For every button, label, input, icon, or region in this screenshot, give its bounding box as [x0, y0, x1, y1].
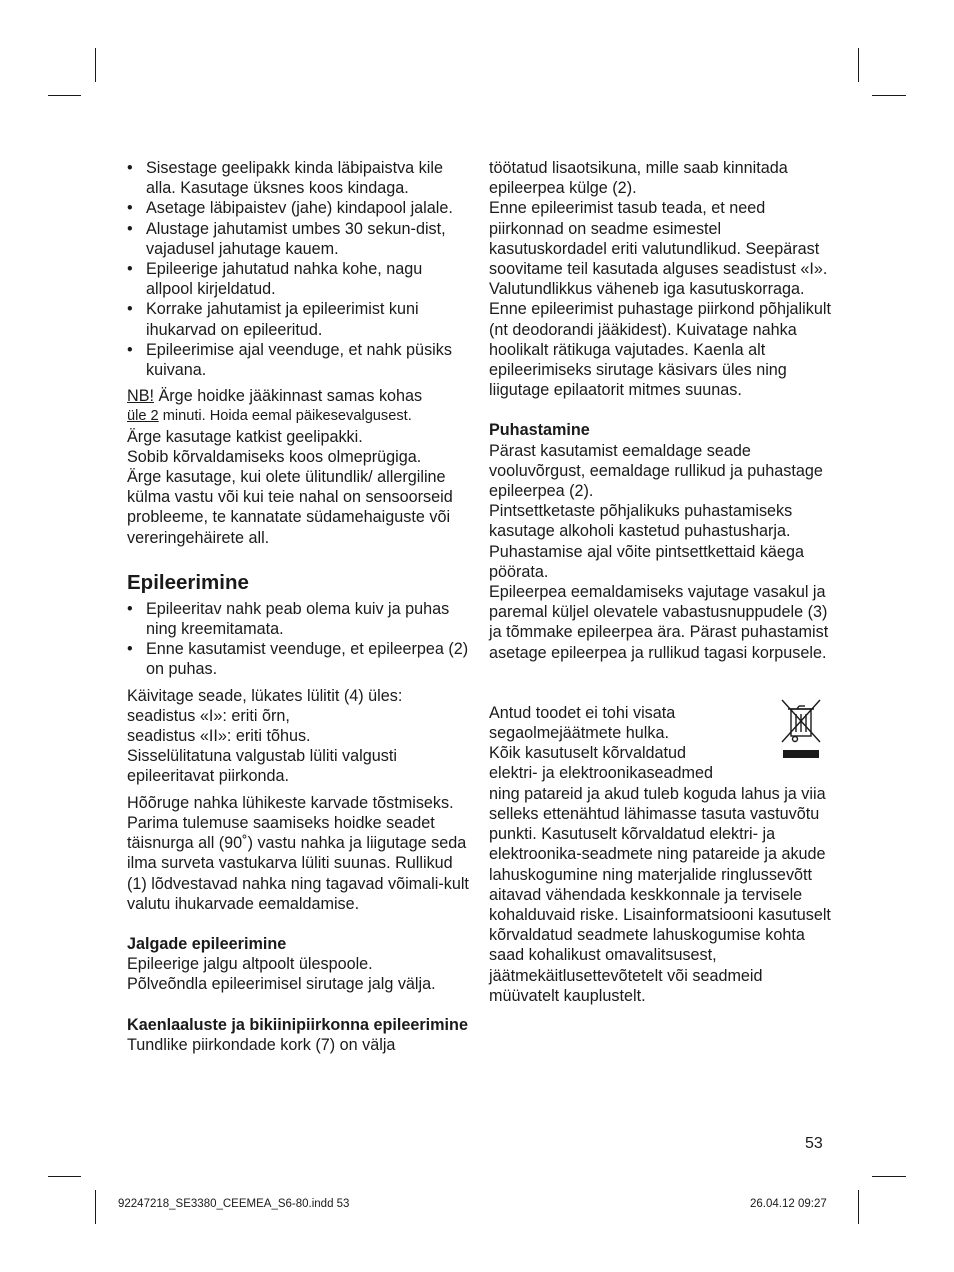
crossed-out-wheelie-bin-icon — [779, 697, 823, 761]
disposal-text: ning patareid ja akud tuleb koguda lahus ja viia selleks ettenähtud lähimasse tasuta vastuvõtu punkti. Kasutuselt kõrvaldatud elektri- ja elektroonika-seadmete ning patareide ja akude lahuskogumine ning materjalide ringlussevõtt aitavad vähendada keskkonnale ja tervisele kohalduvaid riske. Lisainformatsiooni kasutuselt kõrvaldatud seadmete lahuskogumise kohta saad kohalikust omavalitsusest, jäätmekäitlusettevõtetelt või seadmeid müüvatelt kauplustelt. — [489, 784, 831, 1005]
crop-mark — [95, 1190, 96, 1224]
nb-warning-line2: üle 2 minuti. Hoida eemal päikesevalgusest. — [127, 408, 412, 425]
paragraph: Pärast kasutamist eemaldage seade vooluvõrgust, eemaldage rullikud ja puhastage epileerpea (2). — [489, 441, 823, 501]
subheading-legs: Jalgade epileerimine — [127, 934, 287, 953]
crop-mark — [48, 95, 81, 96]
list-item: • Sisestage geelipakk kinda läbipaistva kile alla. Kasutage üksnes koos kindaga. — [127, 158, 472, 198]
subheading-armpit: Kaenlaaluste ja bikiinipiirkonna epileerimine — [127, 1015, 468, 1034]
disposal-text-line: segaolmejäätmete hulka. — [489, 724, 669, 743]
list-item: • Korrake jahutamist ja epileerimist kuni ihukarvad on epileeritud. — [127, 299, 472, 339]
list-item: • Epileerige jahutatud nahka kohe, nagu allpool kirjeldatud. — [127, 259, 472, 299]
crop-mark — [858, 1190, 859, 1224]
list-item: • Epileerimise ajal veenduge, et nahk püsiks kuivana. — [127, 340, 472, 380]
paragraph: Tundlike piirkondade kork (7) on välja — [127, 1035, 396, 1054]
warning-text: Ärge kasutage katkist geelipakki. — [127, 427, 363, 446]
disposal-text-line: Kõik kasutuselt kõrvaldatud — [489, 744, 687, 763]
paragraph: Enne epileerimist puhastage piirkond põhjalikult (nt deodorandi jääkidest). Kuivatage nahka hoolikalt rätikuga vajutades. Kaenla alt epileerimiseks sirutage käsivars üles ning liigutage epilaatorit mitmes suunas. — [489, 300, 831, 400]
crop-mark — [95, 48, 96, 82]
paragraph: seadistus «I»: eriti õrn, — [127, 706, 290, 725]
disposal-text-line: Antud toodet ei tohi visata — [489, 703, 676, 722]
right-column — [489, 158, 834, 1006]
paragraph: töötatud lisaotsikuna, mille saab kinnitada epileerpea külge (2). — [489, 159, 788, 198]
crop-mark — [48, 1176, 81, 1177]
warning-text: Ärge kasutage, kui olete ülitundlik/ allergiline külma vastu või kui teie nahal on sensoorseid probleeme, te kannatate südamehaiguste või vereringehäirete all. — [127, 468, 453, 547]
list-item: • Asetage läbipaistev (jahe) kindapool jalale. — [127, 198, 472, 218]
paragraph: Hõõruge nahka lühikeste karvade tõstmiseks. Parima tulemuse saamiseks hoidke seadet täisnurga all (90˚) vastu nahka ja liigutage seda ilma surveta vastukarva lüliti suunas. Rullikud (1) lõdvestavad nahka ning tagavad võimali-kult valutu ihukarvade eemaldamise. — [127, 793, 469, 913]
paragraph: Sisselülitatuna valgustab lüliti valgusti epileeritavat piirkonda. — [127, 747, 397, 786]
page-number: 53 — [805, 1135, 823, 1152]
crop-mark — [858, 48, 859, 82]
paragraph: Epileerige jalgu altpoolt ülespoole. — [127, 955, 373, 974]
left-column — [127, 158, 472, 1055]
crop-mark — [872, 95, 906, 96]
paragraph: Põlveõndla epileerimisel sirutage jalg välja. — [127, 975, 436, 994]
paragraph: seadistus «II»: eriti tõhus. — [127, 727, 311, 746]
paragraph: Epileerpea eemaldamiseks vajutage vasakul ja paremal küljel olevatele vabastusnuppudele (3) ja tõmmake epileerpea ära. Pärast puhastamist asetage epileerpea ja rullikud tagasi korpusele. — [489, 583, 829, 662]
disposal-text-line: elektri- ja elektroonikaseadmed — [489, 764, 714, 783]
list-item: • Alustage jahutamist umbes 30 sekun-dist, vajadusel jahutage kauem. — [127, 219, 472, 259]
warning-text: Sobib kõrvaldamiseks koos olmeprügiga. — [127, 447, 422, 466]
crop-mark — [872, 1176, 906, 1177]
paragraph: Pintsettketaste põhjalikuks puhastamiseks kasutage alkoholi kastetud puhastusharja. Puhastamise ajal võite pintsettkettaid käega pöörata. — [489, 502, 804, 581]
subheading-cleaning: Puhastamine — [489, 421, 590, 440]
epilation-prereq-list — [127, 599, 472, 680]
list-item: • Epileeritav nahk peab olema kuiv ja puhas ning kreemitamata. — [127, 599, 472, 639]
footer-datetime: 26.04.12 09:27 — [750, 1198, 827, 1210]
nb-warning: NB! Ärge hoidke jääkinnast samas kohas — [127, 387, 423, 406]
section-title: Epileerimine — [127, 570, 249, 594]
nb-label: NB! — [127, 387, 154, 406]
list-item: • Enne kasutamist veenduge, et epileerpea (2) on puhas. — [127, 639, 472, 679]
footer-file-slug: 92247218_SE3380_CEEMEA_S6-80.indd 53 — [118, 1198, 350, 1210]
paragraph: Enne epileerimist tasub teada, et need piirkonnad on seadme esimestel kasutuskordadel eriti valutundlikud. Seepärast soovitame teil kasutada alguses seadistust «I». Valutundlikkus väheneb iga kasutuskorraga. — [489, 199, 828, 299]
disposal-section — [489, 703, 834, 1006]
gel-pack-steps-list — [127, 158, 472, 380]
paragraph: Käivitage seade, lükates lülitit (4) üles: — [127, 686, 403, 705]
